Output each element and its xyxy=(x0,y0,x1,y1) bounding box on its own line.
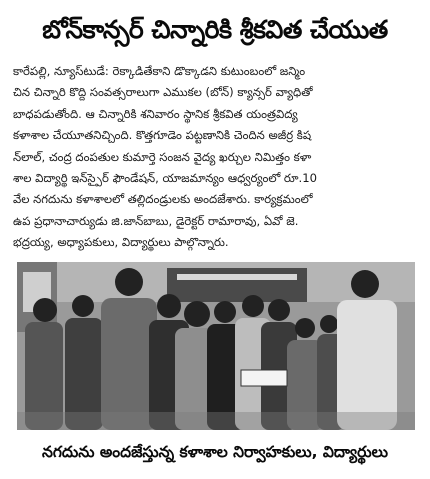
photo-caption: నగదును అందజేస్తున్న కళాశాల నిర్వాహకులు, విద్యార్థులు xyxy=(42,443,388,461)
body-line: కళాశాల చేయూతనిచ్చింది. కొత్తగూడెం పట్టణానికి చెందిన అజీర్ర కిష xyxy=(13,128,312,143)
body-line: భద్రయ్య, అధ్యాపకులు, విద్యార్థులు పాల్గొన్నారు. xyxy=(13,235,229,250)
news-photo xyxy=(17,262,415,430)
body-line: ఉప ప్రధానాచార్యుడు జి.జాన్‌బాబు, డైరెక్టర్ రామారావు, ఏవో జె. xyxy=(13,213,299,228)
body-line: కారేపల్లి, న్యూస్‌టుడే: రెక్కాడితేకాని డొక్కాడని కుటుంబంలో జన్మిం xyxy=(13,64,306,78)
body-line: శాల విద్యార్థి ఇన్‌స్పైర్ ఫౌండేషన్, యాజమాన్యం ఆధ్వర్యంలో రూ.10 xyxy=(13,171,317,186)
body-line: వేల నగదును కళాశాలలో తల్లిదండ్రులకు అందజేశారు. కార్యక్రమంలో xyxy=(13,192,313,207)
body-line: న్‌లాల్, చంద్ర దంపతుల కుమార్తె సంజన వైద్య ఖర్చుల నిమిత్తం కళా xyxy=(13,149,312,164)
article-headline: బోన్‌కాన్సర్ చిన్నారికి శ్రీకవిత చేయుత xyxy=(42,15,388,44)
article-body xyxy=(13,61,417,261)
body-line: బాధపడుతోంది. ఆ చిన్నారికి శనివారం స్థానిక శ్రీకవిత యంత్రవిద్య xyxy=(13,106,298,121)
body-line: చిన చిన్నారి కొద్ది సంవత్సరాలుగా ఎముకల (బోన్) క్యాన్సర్ వ్యాధితో xyxy=(13,85,313,100)
photo-illustration xyxy=(17,262,415,430)
